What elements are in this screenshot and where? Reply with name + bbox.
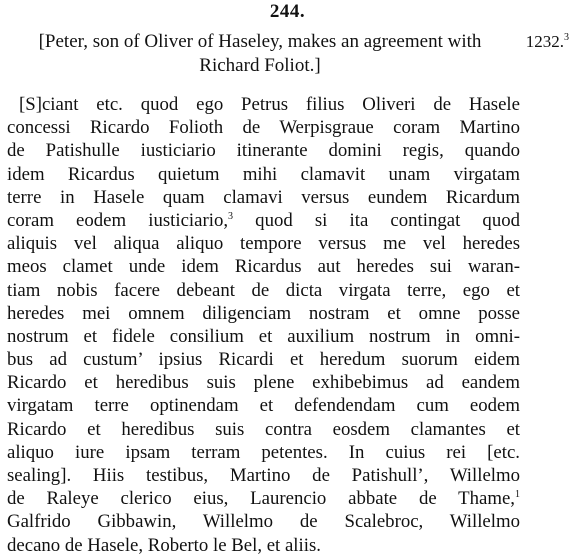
body-line: bus ad custum’ ipsius Ricardi et heredum suorum eidem	[7, 349, 520, 371]
body-line: meos clamet unde idem Ricardus aut heredes sui waran-	[7, 256, 520, 278]
body-line: Ricardo et heredibus suis plene exhibebimus ad eandem	[7, 372, 520, 394]
document-number: 244.	[269, 1, 306, 22]
document-heading	[0, 30, 520, 78]
margin-date	[526, 30, 569, 54]
footnote-marker: 3	[228, 210, 234, 222]
body-line: de Patishulle iusticiario itinerante domini regis, quando	[7, 140, 520, 162]
body-line: Galfrido Gibbawin, Willelmo de Scalebroc, Willelmo	[7, 511, 520, 533]
body-line: coram eodem iusticiario,$^3$ quod si ita contingat quod	[7, 209, 520, 231]
body-line: aliquo iure ipsam terram petentes. In cuius rei [etc.	[7, 441, 520, 463]
document-body	[7, 93, 520, 557]
body-line: idem Ricardus quietum mihi clamavit unam virgatam	[7, 163, 520, 185]
body-line: terre in Hasele quam clamavi versus eundem Ricardum	[7, 186, 520, 208]
body-line: nostrum et fidele consilium et auxilium nostrum in omni-	[7, 325, 520, 347]
footnote-marker: 1	[515, 489, 520, 501]
margin-date-value: 1232.	[525, 32, 564, 51]
body-line: sealing]. Hiis testibus, Martino de Patishull’, Willelmo	[7, 465, 520, 486]
body-line: [S]ciant etc. quod ego Petrus filius Oliveri de Hasele	[19, 94, 520, 115]
body-line: de Raleye clerico eius, Laurencio abbate de Thame,$^1$	[7, 488, 520, 510]
heading-line: Richard Foliot.]	[199, 55, 321, 76]
body-line: concessi Ricardo Folioth de Werpisgraue coram Martino	[7, 117, 520, 139]
body-line: aliquis vel aliqua aliquo tempore versus me vel heredes	[7, 233, 520, 255]
heading-line: [Peter, son of Oliver of Haseley, makes an agreement with	[38, 31, 482, 52]
body-line: tiam nobis facere debeant de dicta virgata terre, ego et	[7, 279, 520, 301]
body-line: virgatam terre optinendam et defendendam cum eodem	[7, 395, 520, 417]
footnote-marker: 3	[564, 32, 569, 43]
body-line: Ricardo et heredibus suis contra eosdem clamantes et	[7, 418, 520, 440]
body-line: heredes mei omnem diligenciam nostram et omne posse	[7, 302, 520, 324]
body-line: decano de Hasele, Roberto le Bel, et aliis.	[7, 534, 321, 556]
